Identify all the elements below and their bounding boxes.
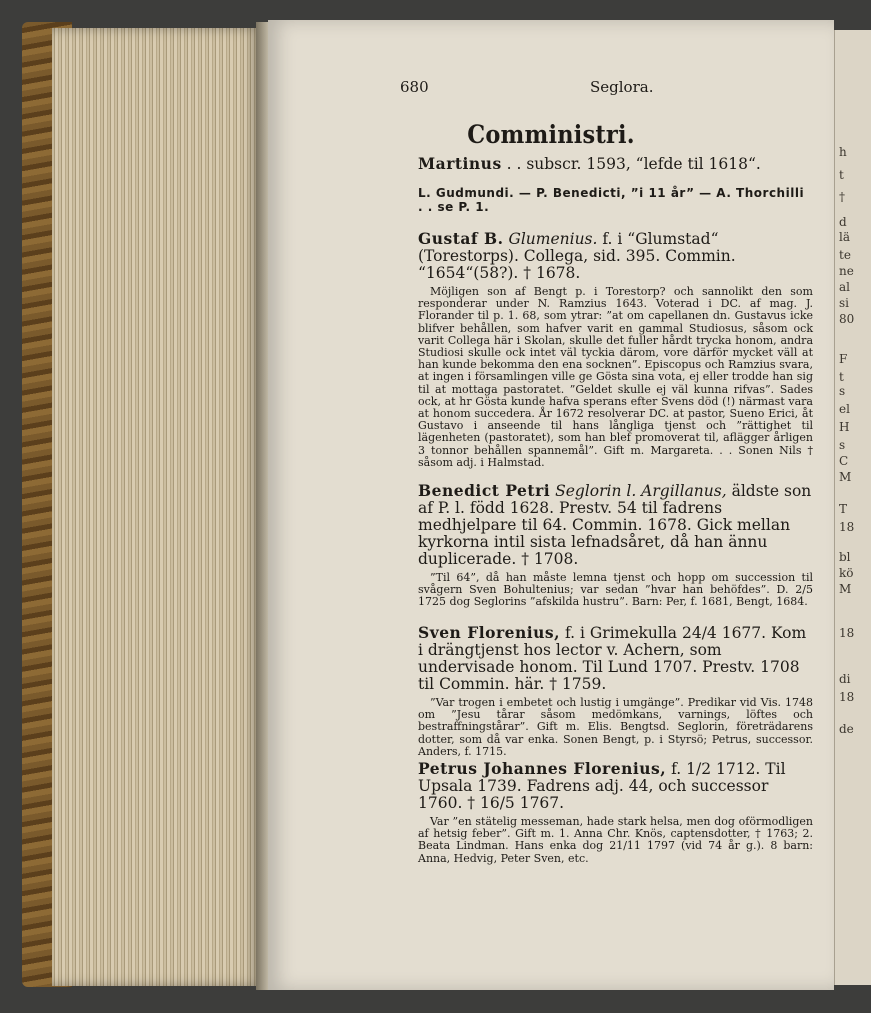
entry-name: Martinus [418,154,502,173]
entry-note: ”Var trogen i embetet och lustig i umgänge”. Predikar vid Vis. 1748 om ”Jesu tårar såsom medömkans, varnings, löftes och bestraffningstårar”. Gift m. Elis. Bengtsd. Seglorin, företrädarens dotter, som då var enka. Sonen Bengt, p. i Styrsö; Petrus, successor. Anders, f. 1715. [418,696,813,758]
entry-name: Petrus Johannes Florenius, [418,759,667,778]
book-page [268,20,834,990]
fragment: de [839,722,854,736]
entry-sven [418,624,813,758]
entry-main-text: f. i “Glumstad“ (Torestorps). Collega, sid. 395. Commin. “1654“(58?). † 1678. [418,230,736,282]
entry-text: L. Gudmundi. — P. Benedicti, ”i 11 år” — A. Thorchilli . . se P. 1. [418,186,805,214]
entry-gustaf [418,230,813,469]
entry-name: Benedict Petri [418,481,551,500]
entry-petrus [418,760,813,865]
fragment: 80 [839,312,855,326]
entry-main-text: äldste son af P. l. född 1628. Prestv. 54 til fadrens medhjelpare til 64. Commin. 1678. Gick mellan kyrkorna intil sista lefnadsåret, då han ännu duplicerade. † 1708. [418,482,812,568]
fragment: s [839,384,846,398]
fragment: H [839,420,850,434]
entry-note: Var ”en stätelig messeman, hade stark helsa, men dog oförmodligen af hetsig feber”. Gift m. 1. Anna Chr. Knös, captensdotter, † 1763; 2. Beata Lindman. Hans enka dog 21/11 1797 (vid 74 år g.). 8 barn: Anna, Hedvig, Peter Sven, etc. [418,815,813,865]
fragment: ne [839,264,854,278]
entry-benedict [418,482,813,609]
page-number: 680 [400,78,429,96]
fragment: s [839,438,846,452]
fragment: 18 [839,690,855,704]
fragment: di [839,672,851,686]
fragment: 18 [839,520,855,534]
fragment: bl [839,550,851,564]
fragment: C [839,454,849,468]
fragment: F [839,352,848,366]
fragment: 18 [839,626,855,640]
section-title: Comministri. [467,120,635,149]
entry-main-text: f. i Grimekulla 24/4 1677. Kom i drängtjenst hos lector v. Achern, som undervisade honom. Til Lund 1707. Prestv. 1708 til Commin. här. † 1759. [418,624,807,693]
fragment: d [839,215,847,229]
entry-note: Möjligen son af Bengt p. i Torestorp? och sannolikt den som responderar under N. Ramzius 1643. Voterad i DC. af mag. J. Florander til p. 1. 68, som ytrar: ”at om capellanen dn. Gustavus icke blifver behållen, som hafver varit en gammal Studiosus, såsom ock varit Collega här i Skolan, skulle det fuller hårdt trycka honom, andra Studiosi skulle ock intet väl tyckia därom, vore därför mycket väll at han kunde bekomma den ena socknen”. Episcopus och Ramzius svara, at ingen i församlingen ville ge Gösta sina vota, ej eller trodde han sig til at mottaga pastoratet. ”Geldet skulle ej väl kunna rifvas”. Sades ock, at hr Gösta kunde hafva sperans efter Svens död (!) närmast vara at honom succedera. År 1672 resolverar DC. at pastor, Sueno Erici, åt Gustavo i anseende til hans långliga tjenst och ”rättighet til lägenheten (pastoratet), som han blef promoverat til, aflägger årligen 3 tonnor behållen spannemål”. Gift m. Margareta. . . Sonen Nils † såsom adj. i Halmstad. [418,285,813,469]
fragment: † [839,190,845,204]
fragment: el [839,402,850,416]
fragment: h [839,145,847,159]
fragment: M [839,582,852,596]
fragment: si [839,296,849,310]
fragment: te [839,248,851,262]
fragment: al [839,280,850,294]
entry-martinus [418,155,813,173]
entry-gudmundi [418,186,813,214]
entry-latin-name: Glumenius. [508,230,598,248]
running-title: Seglora. [590,78,654,96]
entry-latin-name: Seglorin l. Argillanus, [555,482,727,500]
entry-text: . . subscr. 1593, “lefde til 1618“. [501,155,761,173]
fragment: T [839,502,848,516]
entry-note: ”Til 64”, då han måste lemna tjenst och hopp om succession til svågern Sven Bohultenius; var sedan ”hvar han behöfdes”. D. 2/5 1725 dog Seglorins ”afskilda hustru”. Barn: Per, f. 1681, Bengt, 1684. [418,571,813,609]
fragment: kö [839,566,854,580]
fragment: t [839,370,844,384]
fragment: lä [839,230,850,244]
entry-main-text: f. 1/2 1712. Til Upsala 1739. Fadrens adj. 44, och successor 1760. † 16/5 1767. [418,760,786,812]
entry-name: Gustaf B. [418,229,504,248]
next-page-edge [834,30,871,985]
page-edges [52,28,262,986]
fragment: M [839,470,852,484]
fragment: t [839,168,844,182]
entry-name: Sven Florenius, [418,623,561,642]
